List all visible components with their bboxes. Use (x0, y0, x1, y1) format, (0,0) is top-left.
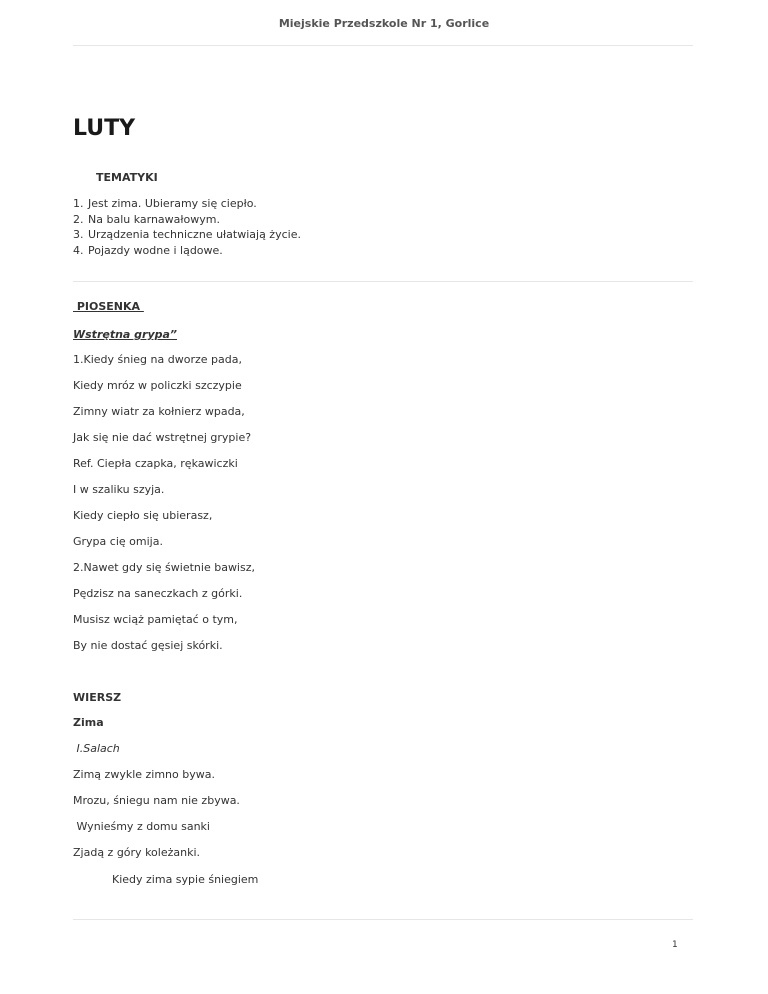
song-heading: PIOSENKA (73, 300, 144, 313)
page-title: LUTY (73, 116, 136, 141)
poem-line: Kiedy zima sypie śniegiem (112, 873, 259, 886)
song-line: By nie dostać gęsiej skórki. (73, 639, 223, 652)
song-line: Kiedy ciepło się ubierasz, (73, 509, 213, 522)
section-divider (73, 281, 693, 282)
list-item: 3. Urządzenia techniczne ułatwiają życie. (73, 228, 301, 241)
song-line: Jak się nie dać wstrętnej grypie? (73, 431, 252, 444)
song-line: Pędzisz na saneczkach z górki. (73, 587, 243, 600)
poem-author: I.Salach (73, 742, 120, 755)
song-title: Wstrętna grypa” (73, 328, 178, 341)
poem-title: Zima (73, 716, 104, 729)
list-item: 1. Jest zima. Ubieramy się ciepło. (73, 197, 257, 210)
page-number: 1 (672, 940, 678, 950)
poem-line: Mrozu, śniegu nam nie zbywa. (73, 794, 240, 807)
song-line: Kiedy mróz w policzki szczypie (73, 379, 242, 392)
song-line: Grypa cię omija. (73, 535, 163, 548)
poem-heading: WIERSZ (73, 691, 122, 704)
song-line: I w szaliku szyja. (73, 483, 165, 496)
list-item: 4. Pojazdy wodne i lądowe. (73, 243, 223, 257)
song-line: 2.Nawet gdy się świetnie bawisz, (73, 561, 255, 574)
song-line: Musisz wciąż pamiętać o tym, (73, 613, 238, 626)
song-line: Ref. Ciepła czapka, rękawiczki (73, 457, 238, 470)
page-header: Miejskie Przedszkole Nr 1, Gorlice (278, 17, 490, 30)
topics-list (73, 196, 301, 258)
header-divider (73, 45, 693, 46)
poem-line: Zjadą z góry koleżanki. (73, 846, 201, 859)
poem-line: Wynieśmy z domu sanki (73, 820, 210, 833)
footer-divider (73, 919, 693, 920)
topics-heading: TEMATYKI (96, 171, 158, 184)
song-line: Zimny wiatr za kołnierz wpada, (73, 405, 245, 418)
poem-line: Zimą zwykle zimno bywa. (73, 768, 215, 781)
song-line: 1.Kiedy śnieg na dworze pada, (73, 353, 242, 366)
list-item: 2. Na balu karnawałowym. (73, 212, 220, 226)
